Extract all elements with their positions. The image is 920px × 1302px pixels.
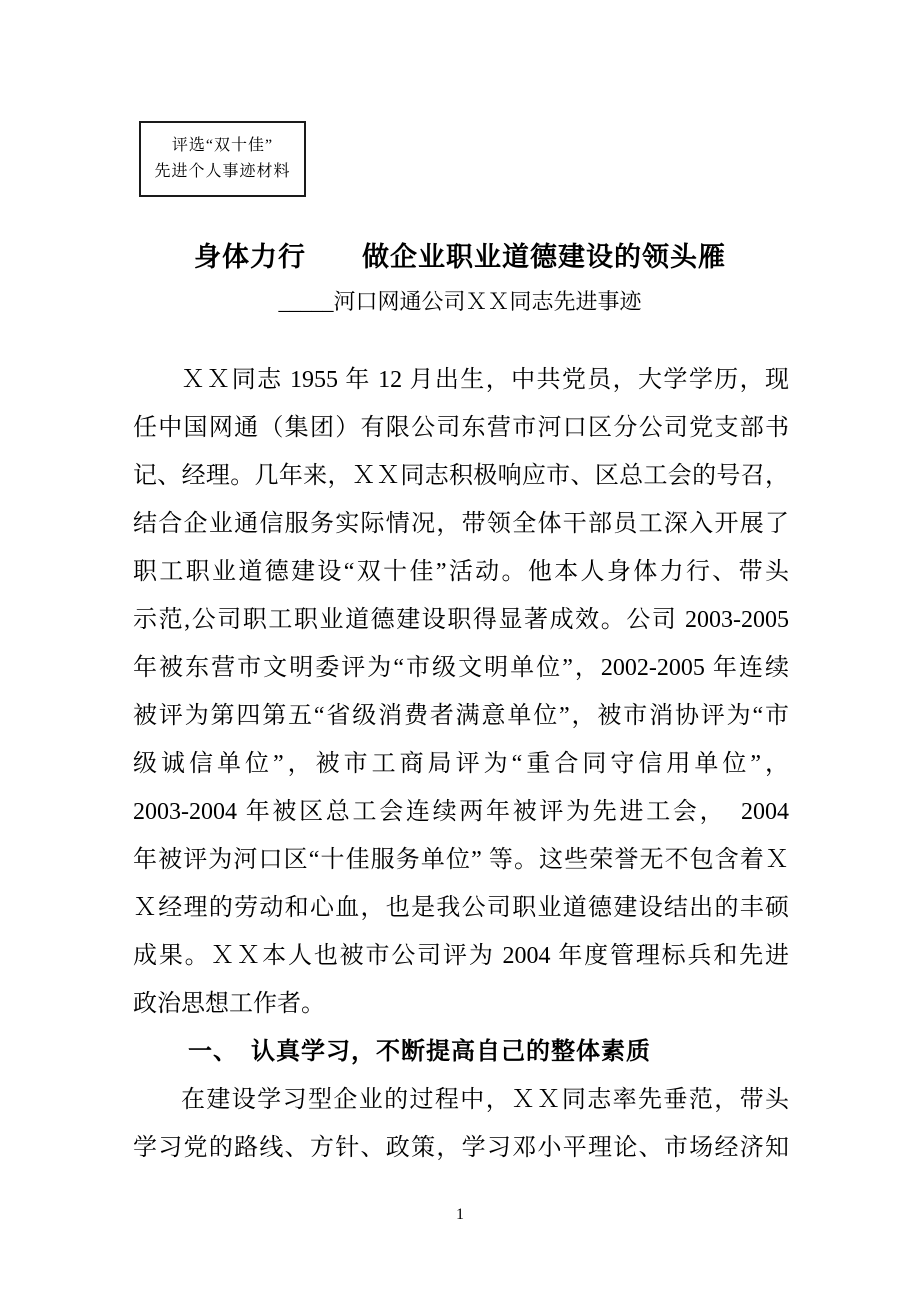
body-text-line: 结合企业通信服务实际情况，带领全体干部员工深入开展了 (133, 511, 789, 537)
body-text-line: 职工职业道德建设“双十佳”活动。他本人身体力行、带头 (133, 559, 789, 585)
classification-box-line2: 先进个人事迹材料 (154, 163, 291, 180)
body-text-line: 年被评为河口区“十佳服务单位” 等。这些荣誉无不包含着Ｘ (133, 847, 789, 873)
document-body (133, 356, 789, 1172)
body-text-line: 学习党的路线、方针、政策，学习邓小平理论、市场经济知 (133, 1135, 789, 1161)
body-text-line: Ｘ经理的劳动和心血，也是我公司职业道德建设结出的丰硕 (133, 895, 789, 921)
document-subtitle (0, 288, 920, 316)
body-text-line: 记、经理。几年来，ＸＸ同志积极响应市、区总工会的号召， (133, 463, 789, 489)
body-text-line: 在建设学习型企业的过程中，ＸＸ同志率先垂范，带头 (181, 1087, 789, 1113)
body-text-line: 任中国网通（集团）有限公司东营市河口区分公司党支部书 (133, 415, 789, 441)
body-text-line: 成果。ＸＸ本人也被市公司评为 2004 年度管理标兵和先进 (133, 943, 789, 969)
body-text-line: 示范,公司职工职业道德建设职得显著成效。公司 2003-2005 (133, 607, 789, 633)
body-text-line: 年被东营市文明委评为“市级文明单位”，2002-2005 年连续 (133, 655, 789, 681)
body-text-line: 被评为第四第五“省级消费者满意单位”，被市消协评为“市 (133, 703, 789, 729)
body-text-line: 政治思想工作者。 (133, 991, 325, 1017)
subtitle-text: 河口网通公司ＸＸ同志先进事迹 (333, 289, 642, 314)
page-number: 1 (456, 1206, 464, 1223)
body-text-line: 级诚信单位”，被市工商局评为“重合同守信用单位”， (133, 751, 789, 777)
subtitle-underline: _____ (278, 289, 334, 314)
body-text-line: ＸＸ同志 1955 年 12 月出生，中共党员，大学学历，现 (181, 367, 789, 393)
classification-box (139, 121, 306, 197)
body-text-line: 一、 认真学习，不断提高自己的整体素质 (188, 1038, 651, 1065)
document-title: 身体力行 做企业职业道德建设的领头雁 (194, 242, 726, 272)
body-text-line: 2003-2004 年被区总工会连续两年被评为先进工会， 2004 (133, 799, 789, 825)
classification-box-line1: 评选“双十佳” (171, 137, 274, 154)
